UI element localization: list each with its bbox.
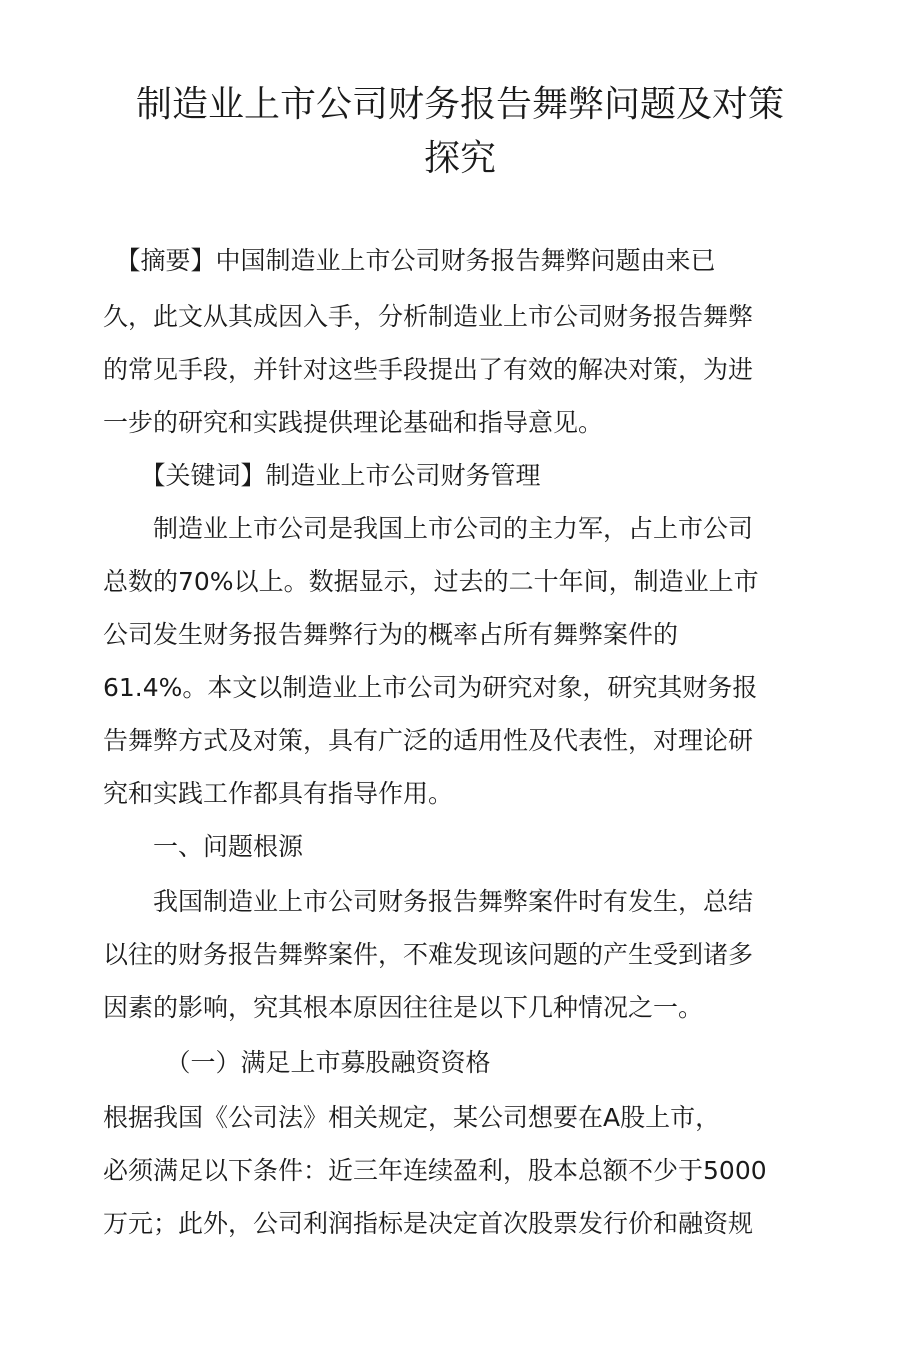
title-line-2: 探究: [423, 138, 496, 179]
intro-line-2: 总数的70%以上。数据显示，过去的二十年间，制造业上市: [103, 567, 759, 596]
intro-line-4: 61.4%。本文以制造业上市公司为研究对象，研究其财务报: [103, 673, 758, 702]
section-heading-1: 一、问题根源: [103, 832, 304, 861]
abstract-line-3: 的常见手段，并针对这些手段提出了有效的解决对策，为进: [103, 355, 754, 384]
document-title: [100, 78, 820, 186]
subsection1-line-2: 必须满足以下条件：近三年连续盈利，股本总额不少于5000: [103, 1156, 767, 1185]
title-line-1: 制造业上市公司财务报告舞弊问题及对策: [135, 84, 784, 125]
subsection1-line-1: 根据我国《公司法》相关规定，某公司想要在A股上市，: [103, 1103, 721, 1132]
intro-line-6: 究和实践工作都具有指导作用。: [103, 779, 454, 808]
subsection1-line-3: 万元；此外，公司利润指标是决定首次股票发行价和融资规: [103, 1209, 754, 1238]
intro-line-1: 制造业上市公司是我国上市公司的主力军，占上市公司: [103, 514, 754, 543]
section1-line-2: 以往的财务报告舞弊案件，不难发现该问题的产生受到诸多: [103, 940, 754, 969]
section1-line-3: 因素的影响，究其根本原因往往是以下几种情况之一。: [103, 993, 704, 1022]
intro-line-5: 告舞弊方式及对策，具有广泛的适用性及代表性，对理论研: [103, 726, 754, 755]
abstract-line-2: 久，此文从其成因入手，分析制造业上市公司财务报告舞弊: [103, 302, 754, 331]
abstract-line-1: 【摘要】中国制造业上市公司财务报告舞弊问题由来已: [103, 246, 716, 275]
abstract-line-4: 一步的研究和实践提供理论基础和指导意见。: [103, 408, 604, 437]
subsection-heading-1: （一）满足上市募股融资资格: [103, 1048, 491, 1077]
keywords-line: 【关键词】制造业上市公司财务管理: [103, 461, 541, 490]
section1-line-1: 我国制造业上市公司财务报告舞弊案件时有发生，总结: [103, 887, 754, 916]
intro-line-3: 公司发生财务报告舞弊行为的概率占所有舞弊案件的: [103, 620, 679, 649]
